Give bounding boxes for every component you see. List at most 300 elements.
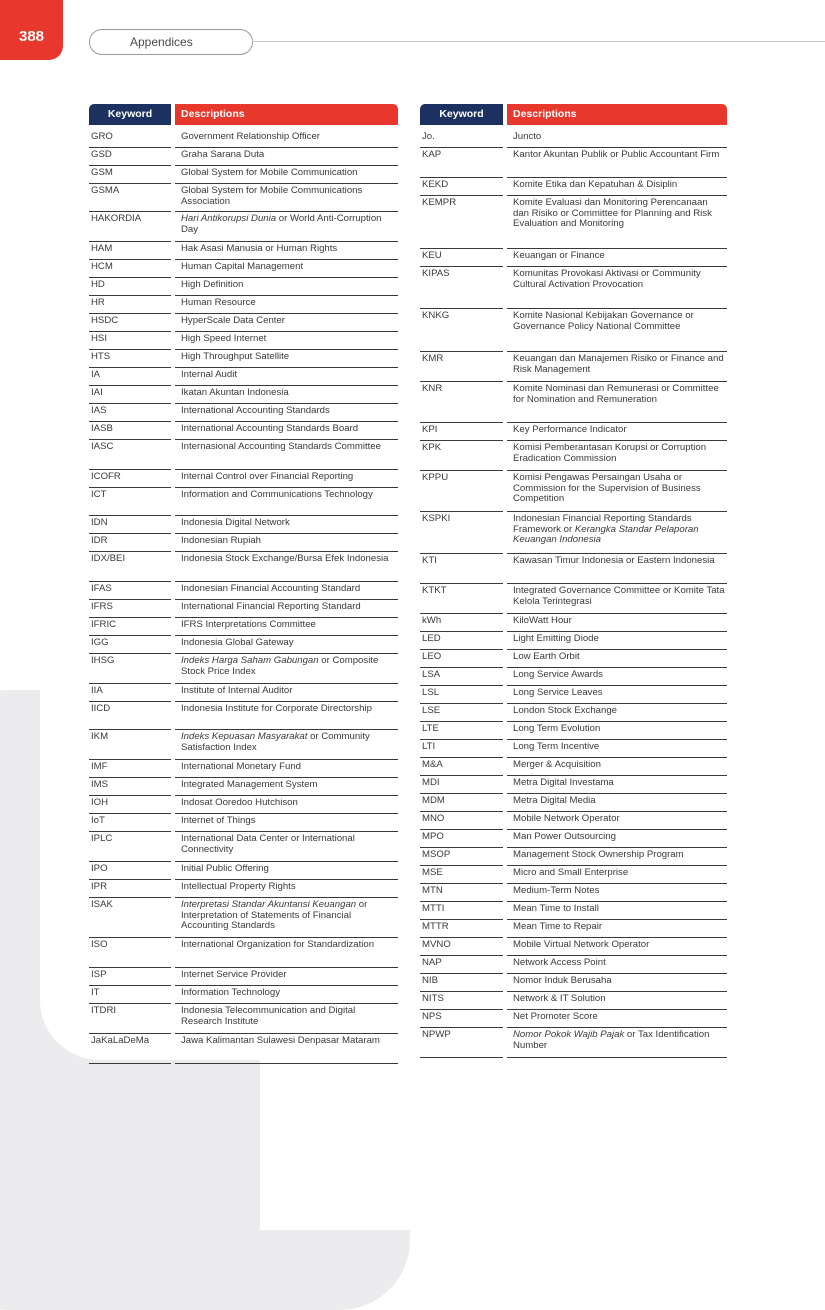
- table-row: [420, 794, 727, 812]
- description-cell: [175, 534, 398, 552]
- table-row: [89, 778, 398, 796]
- description-text: Komisi Pemberantasan Korupsi or Corruption Eradication Commission: [513, 442, 707, 464]
- table-row: [420, 1010, 727, 1028]
- description-text: Nomor Pokok Wajib Pajak: [513, 1029, 625, 1040]
- description-text: Indonesia Stock Exchange/Bursa Efek Indonesia: [181, 553, 389, 564]
- keyword-cell: KPPU: [420, 471, 503, 512]
- header-divider: [252, 41, 825, 42]
- keyword-cell: NPS: [420, 1010, 503, 1028]
- description-cell: [175, 422, 398, 440]
- description-text: HyperScale Data Center: [181, 315, 285, 326]
- table-row: [420, 309, 727, 352]
- keyword-cell: KTI: [420, 554, 503, 584]
- table-row: [420, 704, 727, 722]
- description-text: Komisi Pengawas Persaingan Usaha or Commission for the Supervision of Business Competition: [513, 472, 701, 505]
- description-text: International Organization for Standardization: [181, 939, 375, 950]
- description-text: or Interpretation of Statements of Financial Accounting Standards: [181, 899, 368, 932]
- table-row: [89, 600, 398, 618]
- table-row: [420, 249, 727, 267]
- description-cell: [175, 368, 398, 386]
- keyword-cell: IMF: [89, 760, 171, 778]
- keyword-cell: IKM: [89, 730, 171, 760]
- description-text: Komunitas Provokasi Aktivasi or Community Cultural Activation Provocation: [513, 268, 701, 290]
- keyword-header: Keyword: [89, 104, 171, 125]
- description-text: Internal Control over Financial Reporting: [181, 471, 354, 482]
- section-label: Appendices: [89, 29, 253, 55]
- description-cell: [175, 778, 398, 796]
- description-cell: [175, 242, 398, 260]
- keyword-cell: MSE: [420, 866, 503, 884]
- keyword-cell: HAM: [89, 242, 171, 260]
- abbreviation-table-left: [89, 104, 398, 1064]
- description-cell: [507, 812, 727, 830]
- table-row: [89, 730, 398, 760]
- description-text: Long Service Awards: [513, 669, 603, 680]
- page-number: 388: [0, 0, 63, 60]
- description-text: or Composite Stock Price Index: [181, 655, 379, 677]
- table-row: [89, 470, 398, 488]
- table-row: [89, 184, 398, 212]
- description-text: Global System for Mobile Communication: [181, 167, 358, 178]
- description-text: Human Capital Management: [181, 261, 304, 272]
- table-row: [420, 382, 727, 423]
- keyword-cell: IAS: [89, 404, 171, 422]
- description-text: Indonesia Institute for Corporate Directorship: [181, 703, 372, 714]
- table-header: [420, 104, 727, 125]
- keyword-cell: KEKD: [420, 178, 503, 196]
- description-text: Human Resource: [181, 297, 256, 308]
- table-row: [420, 776, 727, 794]
- description-text: London Stock Exchange: [513, 705, 618, 716]
- keyword-cell: MNO: [420, 812, 503, 830]
- keyword-cell: IAI: [89, 386, 171, 404]
- keyword-cell: MVNO: [420, 938, 503, 956]
- description-text: or Community Satisfaction Index: [181, 731, 370, 753]
- keyword-cell: KMR: [420, 352, 503, 382]
- description-text: Medium-Term Notes: [513, 885, 600, 896]
- table-row: [420, 614, 727, 632]
- keyword-cell: NITS: [420, 992, 503, 1010]
- table-row: [420, 512, 727, 554]
- table-row: [420, 441, 727, 471]
- keyword-cell: NAP: [420, 956, 503, 974]
- description-text: High Definition: [181, 279, 244, 290]
- description-cell: [175, 212, 398, 242]
- keyword-cell: NPWP: [420, 1028, 503, 1058]
- description-text: High Speed Internet: [181, 333, 267, 344]
- keyword-cell: ICT: [89, 488, 171, 516]
- description-cell: [175, 440, 398, 470]
- keyword-cell: ISP: [89, 968, 171, 986]
- description-cell: [175, 880, 398, 898]
- description-text: Hari Antikorupsi Dunia: [181, 213, 277, 224]
- description-cell: [175, 582, 398, 600]
- description-text: Mobile Network Operator: [513, 813, 620, 824]
- table-row: [420, 130, 727, 148]
- table-row: [420, 920, 727, 938]
- keyword-cell: KTKT: [420, 584, 503, 614]
- keyword-cell: MSOP: [420, 848, 503, 866]
- table-row: [420, 992, 727, 1010]
- description-cell: [507, 902, 727, 920]
- keyword-cell: KSPKI: [420, 512, 503, 554]
- keyword-cell: IA: [89, 368, 171, 386]
- description-text: Metra Digital Media: [513, 795, 596, 806]
- description-cell: [507, 992, 727, 1010]
- description-text: International Financial Reporting Standard: [181, 601, 361, 612]
- description-text: or Tax Identification Number: [513, 1029, 710, 1051]
- keyword-cell: ICOFR: [89, 470, 171, 488]
- description-text: Komite Etika dan Kepatuhan & Disiplin: [513, 179, 678, 190]
- table-row: [420, 830, 727, 848]
- description-cell: [507, 584, 727, 614]
- keyword-cell: IT: [89, 986, 171, 1004]
- description-text: Indonesian Rupiah: [181, 535, 262, 546]
- description-text: Micro and Small Enterprise: [513, 867, 629, 878]
- description-text: or World Anti-Corruption Day: [181, 213, 382, 235]
- description-text: Light Emitting Diode: [513, 633, 599, 644]
- keyword-cell: LED: [420, 632, 503, 650]
- description-text: IFRS Interpretations Committee: [181, 619, 316, 630]
- description-text: Komite Nominasi dan Remunerasi or Committee for Nomination and Remuneration: [513, 383, 719, 405]
- description-text: Keuangan or Finance: [513, 250, 605, 261]
- description-text: Kantor Akuntan Publik or Public Accountant Firm: [513, 149, 720, 160]
- description-text: Mobile Virtual Network Operator: [513, 939, 650, 950]
- keyword-cell: LSE: [420, 704, 503, 722]
- table-row: [89, 938, 398, 968]
- keyword-cell: MPO: [420, 830, 503, 848]
- description-text: Ikatan Akuntan Indonesia: [181, 387, 289, 398]
- abbreviation-table-right: [420, 104, 727, 1058]
- description-text: Long Term Incentive: [513, 741, 600, 752]
- description-cell: [175, 684, 398, 702]
- table-row: [420, 758, 727, 776]
- description-cell: [507, 614, 727, 632]
- keyword-cell: HSI: [89, 332, 171, 350]
- keyword-cell: KIPAS: [420, 267, 503, 309]
- description-text: Intellectual Property Rights: [181, 881, 296, 892]
- description-cell: [175, 600, 398, 618]
- table-row: [420, 352, 727, 382]
- description-cell: [175, 184, 398, 212]
- description-cell: [175, 730, 398, 760]
- keyword-cell: IOH: [89, 796, 171, 814]
- keyword-cell: IPO: [89, 862, 171, 880]
- keyword-cell: M&A: [420, 758, 503, 776]
- keyword-cell: GSD: [89, 148, 171, 166]
- description-text: Network Access Point: [513, 957, 606, 968]
- table-row: [420, 956, 727, 974]
- keyword-cell: IDR: [89, 534, 171, 552]
- table-row: [89, 760, 398, 778]
- description-text: KiloWatt Hour: [513, 615, 572, 626]
- description-cell: [507, 650, 727, 668]
- description-cell: [507, 632, 727, 650]
- description-cell: [507, 686, 727, 704]
- keyword-cell: IIA: [89, 684, 171, 702]
- description-cell: [175, 130, 398, 148]
- description-cell: [175, 1004, 398, 1034]
- description-cell: [507, 956, 727, 974]
- table-row: [89, 618, 398, 636]
- description-text: Hak Asasi Manusia or Human Rights: [181, 243, 338, 254]
- table-row: [420, 812, 727, 830]
- table-row: [89, 862, 398, 880]
- description-text: Mean Time to Install: [513, 903, 599, 914]
- table-row: [89, 552, 398, 582]
- description-cell: [507, 722, 727, 740]
- description-cell: [175, 386, 398, 404]
- keyword-cell: KPK: [420, 441, 503, 471]
- keyword-cell: IGG: [89, 636, 171, 654]
- keyword-cell: IoT: [89, 814, 171, 832]
- keyword-cell: IDN: [89, 516, 171, 534]
- table-row: [89, 130, 398, 148]
- table-row: [420, 1028, 727, 1058]
- table-row: [89, 242, 398, 260]
- table-row: [89, 654, 398, 684]
- table-row: [89, 582, 398, 600]
- keyword-cell: HAKORDIA: [89, 212, 171, 242]
- table-header: [89, 104, 398, 125]
- description-cell: [507, 740, 727, 758]
- description-text: Institute of Internal Auditor: [181, 685, 293, 696]
- description-cell: [175, 350, 398, 368]
- table-row: [89, 148, 398, 166]
- description-cell: [175, 166, 398, 184]
- table-row: [89, 986, 398, 1004]
- table-row: [420, 884, 727, 902]
- table-row: [89, 314, 398, 332]
- table-row: [420, 196, 727, 249]
- keyword-cell: IFRIC: [89, 618, 171, 636]
- description-text: Net Promoter Score: [513, 1011, 598, 1022]
- keyword-cell: IPLC: [89, 832, 171, 862]
- description-cell: [507, 441, 727, 471]
- keyword-cell: GSMA: [89, 184, 171, 212]
- table-row: [89, 534, 398, 552]
- table-row: [420, 267, 727, 309]
- description-cell: [175, 654, 398, 684]
- table-row: [420, 650, 727, 668]
- keyword-cell: LTE: [420, 722, 503, 740]
- keyword-cell: HTS: [89, 350, 171, 368]
- description-cell: [507, 1010, 727, 1028]
- keyword-cell: HCM: [89, 260, 171, 278]
- description-text: Indonesia Global Gateway: [181, 637, 294, 648]
- description-text: Indosat Ooredoo Hutchison: [181, 797, 298, 808]
- description-cell: [507, 884, 727, 902]
- description-cell: [507, 352, 727, 382]
- keyword-cell: Jo.: [420, 130, 503, 148]
- table-row: [89, 880, 398, 898]
- description-text: Long Term Evolution: [513, 723, 601, 734]
- keyword-cell: KPI: [420, 423, 503, 441]
- description-cell: [507, 196, 727, 249]
- keyword-cell: MTTR: [420, 920, 503, 938]
- table-row: [89, 296, 398, 314]
- keyword-cell: HR: [89, 296, 171, 314]
- description-text: Key Performance Indicator: [513, 424, 627, 435]
- keyword-cell: MTTI: [420, 902, 503, 920]
- table-row: [89, 440, 398, 470]
- description-cell: [175, 516, 398, 534]
- description-text: Komite Evaluasi dan Monitoring Perencanaan dan Risiko or Committee for Planning and Risk Evaluation and Monitoring: [513, 197, 712, 230]
- description-cell: [507, 423, 727, 441]
- description-text: International Data Center or International Connectivity: [181, 833, 355, 855]
- keyword-cell: LEO: [420, 650, 503, 668]
- table-row: [420, 902, 727, 920]
- keyword-cell: IICD: [89, 702, 171, 730]
- description-text: Internal Audit: [181, 369, 238, 380]
- description-cell: [175, 986, 398, 1004]
- table-row: [89, 422, 398, 440]
- description-cell: [507, 267, 727, 309]
- table-row: [89, 278, 398, 296]
- description-cell: [507, 974, 727, 992]
- table-row: [89, 368, 398, 386]
- description-cell: [507, 866, 727, 884]
- description-cell: [507, 309, 727, 352]
- table-row: [89, 488, 398, 516]
- description-cell: [175, 260, 398, 278]
- keyword-cell: ISAK: [89, 898, 171, 938]
- description-text: International Accounting Standards Board: [181, 423, 359, 434]
- description-text: Nomor Induk Berusaha: [513, 975, 612, 986]
- table-row: [89, 350, 398, 368]
- description-cell: [507, 382, 727, 423]
- description-text: High Throughput Satellite: [181, 351, 290, 362]
- description-text: Kerangka Standar Pelaporan Keuangan Indonesia: [513, 523, 699, 546]
- table-row: [89, 332, 398, 350]
- description-cell: [507, 554, 727, 584]
- keyword-cell: GRO: [89, 130, 171, 148]
- keyword-cell: GSM: [89, 166, 171, 184]
- description-text: Indeks Harga Saham Gabungan: [181, 655, 319, 666]
- description-text: Indonesian Financial Reporting Standards Framework or: [513, 513, 692, 535]
- description-cell: [507, 830, 727, 848]
- keyword-cell: KAP: [420, 148, 503, 178]
- description-cell: [507, 848, 727, 866]
- description-text: Jawa Kalimantan Sulawesi Denpasar Mataram: [181, 1035, 380, 1046]
- description-text: Komite Nasional Kebijakan Governance or Governance Policy National Committee: [513, 310, 694, 332]
- table-row: [89, 898, 398, 938]
- keyword-cell: HSDC: [89, 314, 171, 332]
- table-row: [89, 166, 398, 184]
- table-row: [420, 938, 727, 956]
- description-cell: [507, 178, 727, 196]
- keyword-cell: IPR: [89, 880, 171, 898]
- table-row: [89, 386, 398, 404]
- table-row: [420, 974, 727, 992]
- description-text: Information Technology: [181, 987, 281, 998]
- description-cell: [507, 920, 727, 938]
- description-text: Metra Digital Investama: [513, 777, 614, 788]
- description-text: Kawasan Timur Indonesia or Eastern Indonesia: [513, 555, 715, 566]
- table-row: [89, 636, 398, 654]
- table-row: [420, 866, 727, 884]
- description-cell: [175, 938, 398, 968]
- description-cell: [507, 471, 727, 512]
- keyword-cell: IDX/BEI: [89, 552, 171, 582]
- description-cell: [175, 898, 398, 938]
- keyword-cell: kWh: [420, 614, 503, 632]
- table-row: [420, 178, 727, 196]
- description-text: Indonesia Telecommunication and Digital Research Institute: [181, 1005, 356, 1027]
- keyword-cell: MTN: [420, 884, 503, 902]
- table-body: [89, 130, 398, 1064]
- description-text: Internet Service Provider: [181, 969, 287, 980]
- keyword-cell: KEMPR: [420, 196, 503, 249]
- description-text: Low Earth Orbit: [513, 651, 580, 662]
- keyword-cell: MDM: [420, 794, 503, 812]
- description-text: Information and Communications Technology: [181, 489, 373, 500]
- table-row: [89, 796, 398, 814]
- table-row: [420, 554, 727, 584]
- keyword-cell: IASC: [89, 440, 171, 470]
- table-row: [89, 684, 398, 702]
- description-text: Management Stock Ownership Program: [513, 849, 684, 860]
- table-row: [89, 516, 398, 534]
- description-text: Integrated Management System: [181, 779, 318, 790]
- description-text: Network & IT Solution: [513, 993, 606, 1004]
- keyword-cell: KNKG: [420, 309, 503, 352]
- description-cell: [175, 148, 398, 166]
- description-cell: [175, 314, 398, 332]
- table-row: [89, 968, 398, 986]
- keyword-cell: IHSG: [89, 654, 171, 684]
- description-text: Government Relationship Officer: [181, 131, 320, 142]
- table-row: [420, 584, 727, 614]
- keyword-cell: LSA: [420, 668, 503, 686]
- keyword-cell: KNR: [420, 382, 503, 423]
- description-text: Mean Time to Repair: [513, 921, 603, 932]
- description-cell: [175, 404, 398, 422]
- table-row: [420, 632, 727, 650]
- table-row: [420, 740, 727, 758]
- description-cell: [507, 512, 727, 554]
- description-text: Long Service Leaves: [513, 687, 603, 698]
- keyword-cell: NIB: [420, 974, 503, 992]
- description-cell: [175, 470, 398, 488]
- description-text: Man Power Outsourcing: [513, 831, 616, 842]
- description-cell: [507, 1028, 727, 1058]
- keyword-cell: LTI: [420, 740, 503, 758]
- description-cell: [507, 758, 727, 776]
- description-text: Indonesia Digital Network: [181, 517, 290, 528]
- table-body: [420, 130, 727, 1058]
- description-cell: [507, 938, 727, 956]
- description-cell: [507, 130, 727, 148]
- table-row: [420, 722, 727, 740]
- description-text: International Accounting Standards: [181, 405, 330, 416]
- table-row: [89, 1034, 398, 1064]
- table-row: [420, 423, 727, 441]
- description-text: Graha Sarana Duta: [181, 149, 265, 160]
- table-row: [420, 471, 727, 512]
- description-text: Internasional Accounting Standards Committee: [181, 441, 381, 452]
- table-row: [89, 832, 398, 862]
- keyword-cell: IASB: [89, 422, 171, 440]
- description-cell: [175, 862, 398, 880]
- description-cell: [175, 796, 398, 814]
- description-text: Integrated Governance Committee or Komite Tata Kelola Terintegrasi: [513, 585, 725, 607]
- description-cell: [175, 760, 398, 778]
- description-cell: [507, 776, 727, 794]
- description-cell: [175, 636, 398, 654]
- description-cell: [175, 296, 398, 314]
- description-cell: [175, 702, 398, 730]
